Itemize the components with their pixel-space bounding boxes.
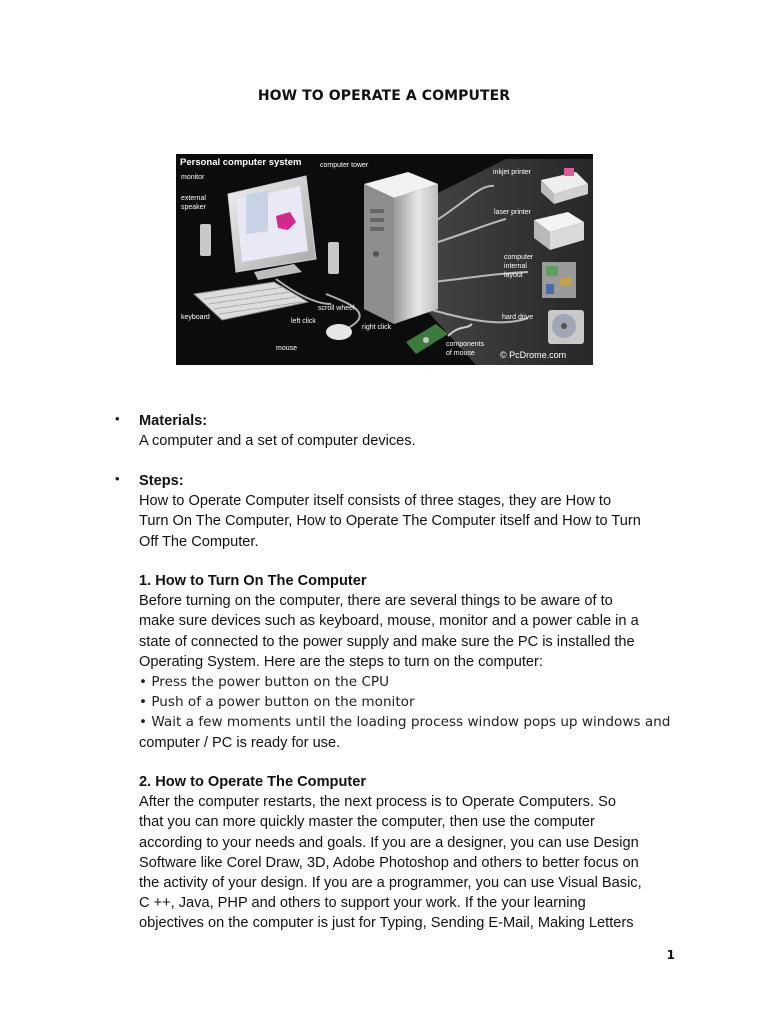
steps-heading: Steps:	[139, 473, 184, 489]
section2-line: Software like Corel Draw, 3D, Adobe Photoshop and others to better focus on	[139, 854, 639, 871]
page-number: 1	[666, 948, 675, 962]
figure-illustration	[176, 154, 593, 365]
section-turn-on	[139, 571, 679, 753]
computer-tower-graphic	[364, 172, 438, 324]
label-of-mouse: of mouse	[446, 350, 475, 357]
section2-line: the activity of your design. If you are a programmer, you can use Visual Basic,	[139, 875, 642, 892]
steps-intro-line: How to Operate Computer itself consists of three stages, they are How to	[139, 493, 612, 510]
bullet-marker-steps: •	[115, 471, 120, 486]
steps-intro-line: Turn On The Computer, How to Operate The Computer itself and How to Turn	[139, 513, 641, 530]
internal-layout-graphic	[542, 262, 576, 298]
mouse-graphic	[326, 324, 352, 340]
monitor-graphic	[228, 176, 316, 280]
computer-system-figure	[176, 154, 593, 365]
section2-line: After the computer restarts, the next process is to Operate Computers. So	[139, 794, 616, 811]
step-item: • Press the power button on the CPU	[139, 674, 390, 691]
figure-title: Personal computer system	[180, 157, 302, 168]
section1-line: Operating System. Here are the steps to turn on the computer:	[139, 653, 543, 670]
materials-heading: Materials:	[139, 413, 208, 429]
materials-text: A computer and a set of computer devices.	[139, 433, 416, 450]
section2-line: that you can more quickly master the computer, then use the computer	[139, 814, 595, 831]
section1-heading: 1. How to Turn On The Computer	[139, 573, 367, 589]
label-speaker: speaker	[181, 204, 206, 211]
label-laser-printer: laser printer	[494, 209, 531, 216]
label-inkjet-printer: inkjet printer	[493, 169, 532, 176]
label-scroll-wheel: scroll wheel	[318, 305, 355, 312]
section2-line: C ++, Java, PHP and others to support your work. If the your learning	[139, 895, 586, 912]
section2-heading: 2. How to Operate The Computer	[139, 774, 367, 790]
figure-credit: © PcDrome.com	[500, 350, 567, 360]
label-right-click: right click	[362, 324, 392, 331]
label-hard-drive: hard drive	[502, 314, 534, 321]
section1-line: state of connected to the power supply and make sure the PC is installed the	[139, 633, 635, 650]
steps-intro-line: Off The Computer.	[139, 533, 259, 550]
label-keyboard: keyboard	[181, 314, 210, 321]
hard-drive-graphic	[548, 310, 584, 344]
bullet-marker-materials: •	[115, 411, 120, 426]
label-monitor: monitor	[181, 174, 205, 181]
label-left-click: left click	[291, 318, 316, 325]
label-layout: layout	[504, 272, 523, 279]
label-internal: internal	[504, 263, 527, 270]
section1-line: Before turning on the computer, there are several things to be aware of to	[139, 593, 613, 610]
section2-line: objectives on the computer is just for Typing, Sending E-Mail, Making Letters	[139, 915, 634, 932]
materials-section	[139, 411, 679, 451]
section2-line: according to your needs and goals. If you are a designer, you can use Design	[139, 834, 639, 851]
label-external: external	[181, 195, 206, 202]
steps-section	[139, 471, 679, 552]
left-speaker	[200, 224, 211, 256]
right-speaker	[328, 242, 339, 274]
label-computer-tower: computer tower	[320, 162, 369, 169]
step-item: • Wait a few moments until the loading process window pops up windows and	[139, 714, 671, 731]
section-operate	[139, 772, 679, 934]
keyboard-graphic	[194, 282, 308, 320]
label-mouse: mouse	[276, 345, 298, 352]
label-components: components	[446, 341, 485, 348]
step-item: • Push of a power button on the monitor	[139, 694, 415, 711]
label-computer: computer	[504, 254, 534, 261]
section1-tail: computer / PC is ready for use.	[139, 734, 341, 751]
page-title: HOW TO OPERATE A COMPUTER	[257, 88, 511, 104]
section1-line: make sure devices such as keyboard, mouse, monitor and a power cable in a	[139, 613, 639, 630]
